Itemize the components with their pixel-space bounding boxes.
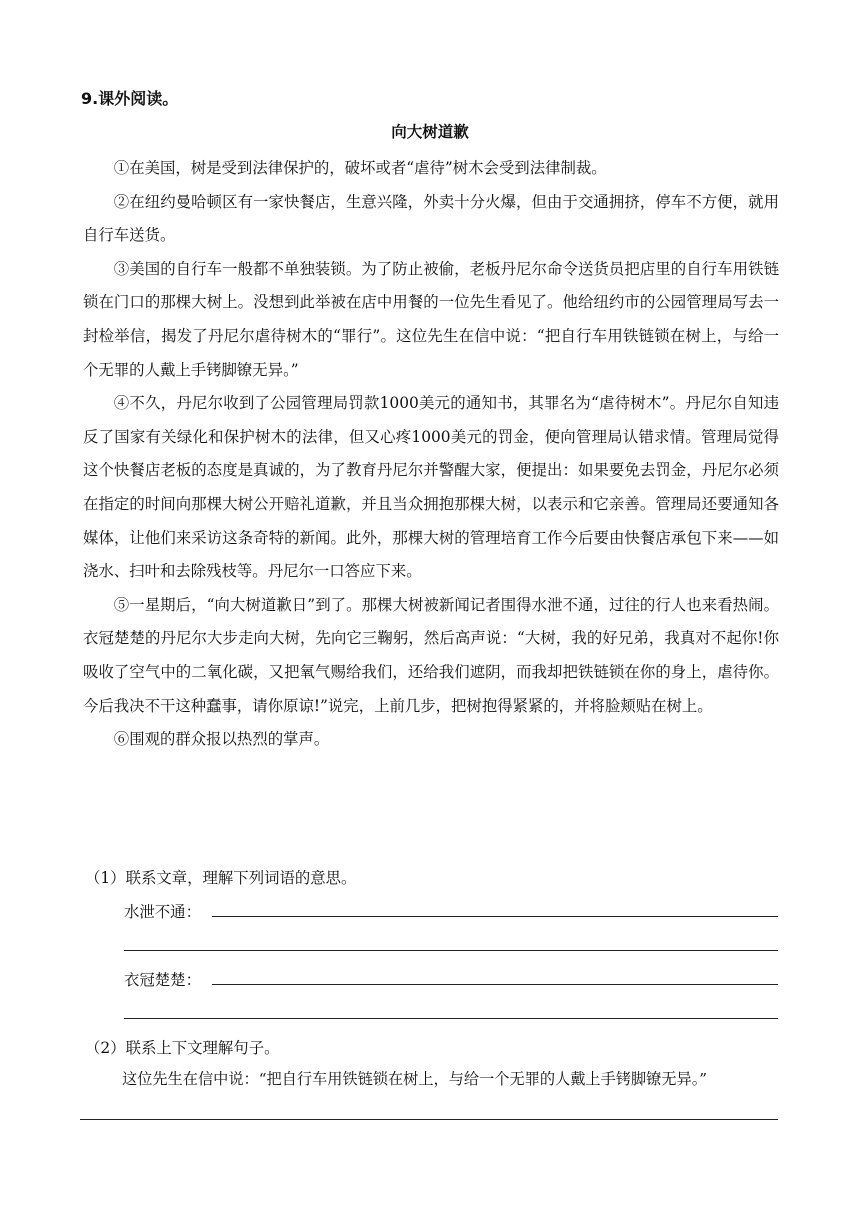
article-paragraph-2: ②在纽约曼哈顿区有一家快餐店，生意兴隆，外卖十分火爆，但由于交通拥挤，停车不方便，就用自行车送货。 — [83, 192, 779, 245]
word-label-1: 水泄不通： — [124, 903, 201, 921]
quoted-sentence: 这位先生在信中说：“把自行车用铁链锁在树上，与给一个无罪的人戴上手铐脚镣无异。” — [122, 1070, 708, 1088]
article-paragraph-5: ⑤一星期后，“向大树道歉日”到了。那棵大树被新闻记者围得水泄不通，过往的行人也来看热闹。衣冠楚楚的丹尼尔大步走向大树，先向它三鞠躬，然后高声说：“大树，我的好兄弟，我真对不起你!你吸收了空气中的二氧化碳，又把氧气赐给我们，还给我们遮阴，而我却把铁链锁在你的身上，虐待你。今后我决不干这种蠢事，请你原谅!”说完，上前几步，把树抱得紧紧的，并将脸颊贴在树上。 — [83, 595, 779, 715]
answer-line-1a[interactable] — [212, 916, 778, 917]
answer-line-2a[interactable] — [212, 984, 778, 985]
answer-line-1b[interactable] — [124, 950, 778, 951]
article-paragraph-1: ①在美国，树是受到法律保护的，破坏或者“虐待”树木会受到法律制裁。 — [113, 159, 607, 177]
article-title: 向大树道歉 — [391, 123, 469, 141]
answer-line-3[interactable] — [80, 1119, 778, 1120]
article-paragraph-3: ③美国的自行车一般都不单独装锁。为了防止被偷，老板丹尼尔命令送货员把店里的自行车用铁链锁在门口的那棵大树上。没想到此举被在店中用餐的一位先生看见了。他给纽约市的公园管理局写去一封检举信，揭发了丹尼尔虐待树木的“罪行”。这位先生在信中说：“把自行车用铁链锁在树上，与给一个无罪的人戴上手铐脚镣无异。” — [83, 259, 779, 379]
word-label-2: 衣冠楚楚： — [124, 971, 201, 989]
sub-question-2-prompt: （2）联系上下文理解句子。 — [85, 1039, 280, 1057]
article-body — [83, 152, 779, 757]
question-heading: 9.课外阅读。 — [81, 89, 179, 108]
answer-line-2b[interactable] — [124, 1018, 778, 1019]
sub-question-1-prompt: （1）联系文章，理解下列词语的意思。 — [85, 869, 357, 887]
article-paragraph-4: ④不久，丹尼尔收到了公园管理局罚款1000美元的通知书，其罪名为“虐待树木”。丹尼尔自知违反了国家有关绿化和保护树木的法律，但又心疼1000美元的罚金，便向管理局认错求情。管理局觉得这个快餐店老板的态度是真诚的，为了教育丹尼尔并警醒大家，便提出：如果要免去罚金，丹尼尔必须在指定的时间向那棵大树公开赔礼道歉，并且当众拥抱那棵大树，以表示和它亲善。管理局还要通知各媒体，让他们来采访这条奇特的新闻。此外，那棵大树的管理培育工作今后要由快餐店承包下来——如浇水、扫叶和去除残枝等。丹尼尔一口答应下来。 — [83, 394, 779, 581]
article-paragraph-6: ⑥围观的群众报以热烈的掌声。 — [113, 730, 330, 749]
